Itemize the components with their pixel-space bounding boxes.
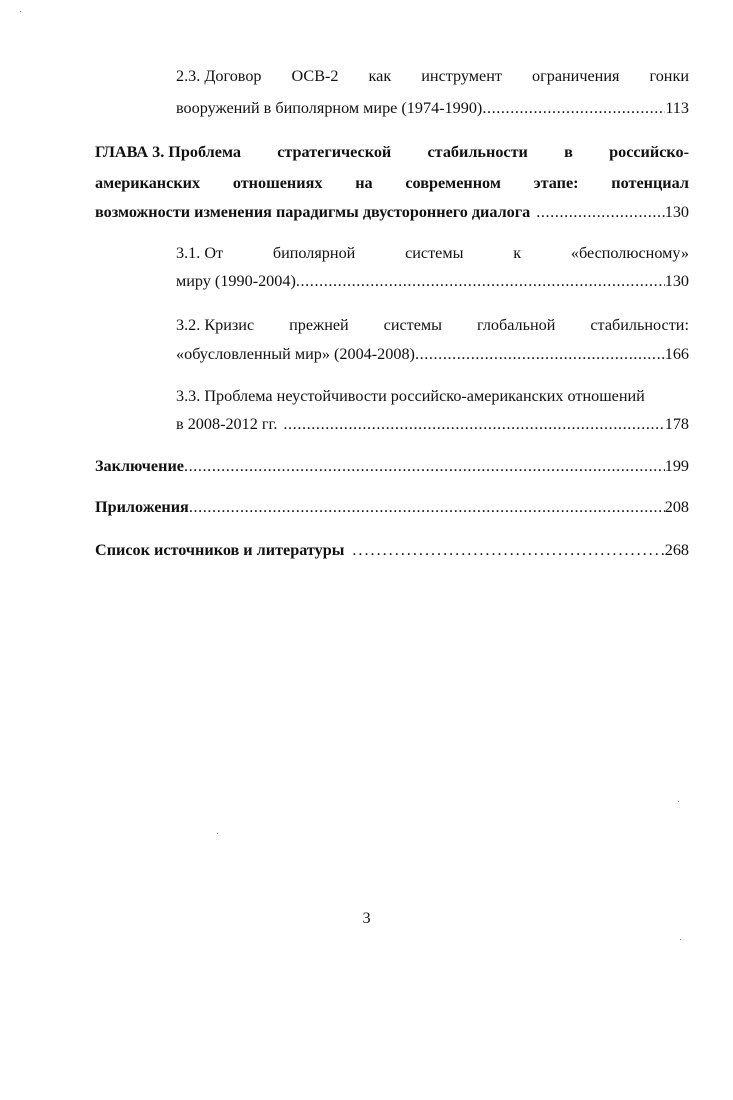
word: инструмент: [421, 67, 502, 85]
word: гонки: [649, 67, 689, 85]
toc-entry-2-3-line-2: [176, 95, 689, 121]
toc-page-number: 268: [664, 541, 689, 559]
word: этапе:: [533, 174, 579, 192]
word: в: [564, 143, 573, 161]
word: системы: [405, 244, 464, 262]
scan-speck: [678, 801, 679, 802]
word: как: [368, 67, 392, 85]
toc-entry-3-2-line-1: [176, 312, 689, 338]
toc-page-number: 178: [664, 415, 689, 433]
dot-leader: [296, 268, 665, 294]
toc-page-number: 166: [664, 345, 689, 363]
toc-entry-2-3-line-1: [176, 63, 689, 89]
word: 3.1. От: [176, 244, 224, 262]
word: стабильности: [427, 143, 528, 161]
word: на: [355, 174, 373, 192]
dot-leader: [536, 199, 665, 225]
dot-leader: [482, 95, 665, 121]
word: отношениях: [232, 174, 323, 192]
toc-page-number: 199: [664, 457, 689, 475]
toc-entry-3-3-line-2: [176, 411, 689, 437]
word: ГЛАВА 3. Проблема: [95, 143, 241, 161]
toc-entry-text: Приложения: [95, 498, 189, 516]
toc-page-number: 208: [664, 498, 689, 516]
toc-entry-text: в 2008-2012 гг.: [176, 415, 278, 433]
toc-entry-text: «обусловленный мир» (2004-2008): [176, 345, 415, 363]
word: «бесполюсному»: [570, 244, 689, 262]
toc-entry-3-1-line-2: [176, 268, 689, 294]
dot-leader: [189, 494, 665, 520]
dot-leader: [352, 537, 664, 563]
scan-speck: [217, 833, 218, 834]
toc-page-number: 130: [664, 272, 689, 290]
toc-page-number: 130: [664, 203, 689, 221]
toc-entry-text: Список источников и литературы: [95, 541, 345, 559]
dot-leader: [415, 341, 665, 367]
word: биполярной: [272, 244, 356, 262]
dot-leader: [283, 411, 664, 437]
word: современном: [405, 174, 501, 192]
word: системы: [383, 316, 443, 334]
word: 3.2. Кризис: [176, 316, 255, 334]
toc-entry-text: возможности изменения парадигмы двустороннего диалога: [95, 203, 531, 221]
dot-leader: [184, 453, 665, 479]
word: российско-: [609, 143, 689, 161]
toc-entry-text: 3.3. Проблема неустойчивости российско-американских отношений: [176, 387, 645, 405]
word: стратегической: [277, 143, 392, 161]
word: стабильности:: [590, 316, 689, 334]
toc-entry-conclusion: [95, 453, 689, 479]
toc-chapter-3-line-2: [95, 170, 689, 196]
toc-entry-appendices: [95, 494, 689, 520]
toc-entry-sources: [95, 537, 689, 563]
word: потенциал: [611, 174, 689, 192]
toc-entry-3-2-line-2: [176, 341, 689, 367]
scan-speck: [680, 939, 681, 940]
word: 2.3. Договор: [176, 67, 262, 85]
toc-entry-text: вооружений в биполярном мире (1974-1990): [176, 99, 483, 117]
word: к: [513, 244, 522, 262]
word: прежней: [289, 316, 349, 334]
toc-page-number: 113: [665, 99, 689, 117]
toc-entry-3-3-line-1: [176, 383, 689, 409]
word: американских: [95, 174, 201, 192]
word: ограничения: [532, 67, 620, 85]
toc-entry-text: миру (1990-2004): [176, 272, 296, 290]
toc-chapter-3-line-1: [95, 139, 689, 165]
toc-entry-3-1-line-1: [176, 240, 689, 266]
toc-entry-text: Заключение: [95, 457, 184, 475]
word: глобальной: [477, 316, 556, 334]
page-number: 3: [362, 909, 371, 927]
scan-speck: [20, 11, 21, 12]
toc-chapter-3-line-3: [95, 199, 689, 225]
word: ОСВ-2: [291, 67, 339, 85]
